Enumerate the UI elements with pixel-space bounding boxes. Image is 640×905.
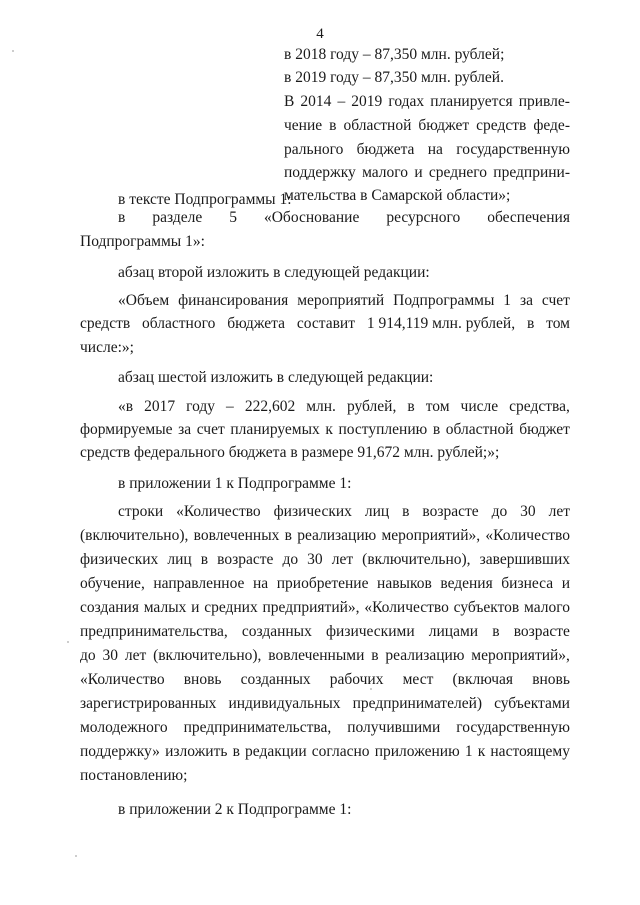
text-line: в 2019 году – 87,350 млн. рублей. [284,69,504,86]
word: планируемых [230,421,320,438]
word: «Количество [364,599,449,616]
word: вовлеченных [193,527,280,544]
word: приобретение [276,575,369,592]
text-line [80,718,570,738]
text-line: абзац шестой изложить в следующей редакции: [118,369,434,386]
word: рабочих [329,671,384,688]
word: лиц [167,551,192,568]
word: 1 [503,292,512,309]
word: направленное [153,575,245,592]
word: финансирования [178,292,289,309]
word: привле- [518,93,570,110]
word: реализацию [297,527,377,544]
word: областной [445,421,514,438]
word: возрасте [217,551,274,568]
word: бюджет [519,421,570,438]
word: завершивших [479,551,570,568]
word: (включая [452,671,514,688]
word: до [80,647,96,664]
word: чение [284,117,323,134]
word: мероприятий [297,292,385,309]
scan-speck [75,855,77,857]
word: за [178,421,192,438]
word: средств [80,315,131,332]
text-line: абзац второй изложить в следующей редакции: [118,264,430,281]
word: 30 [102,647,118,664]
word: в [329,117,337,134]
word: предпринимательства, [183,719,332,736]
word: согласно [311,743,370,760]
word: за [519,292,533,309]
word: (включительно), [153,647,262,664]
word: «Количество [80,671,165,688]
word: к [325,421,333,438]
text-line: мательства в Самарской области»; [284,187,511,204]
word: среднего [428,164,487,181]
word: Подпрограммы [393,292,495,309]
word: средства, [509,398,570,415]
word: поддержку [284,164,356,181]
word: 30 [520,503,536,520]
word: (включительно), [80,527,189,544]
text-line [118,502,570,522]
word: до [282,551,299,568]
text-line [80,420,570,440]
word: в [284,527,292,544]
page-number: 4 [316,26,324,42]
word: малых [143,599,187,616]
word: «в [118,398,134,415]
word: «Обоснование [263,209,360,226]
word: навыков [377,575,432,592]
word: предпринимателей) [352,695,483,712]
word: областного [142,315,216,332]
word: 30 [307,551,323,568]
word: феде- [533,117,570,134]
word: приложению [374,743,460,760]
word: физических [273,503,352,520]
text-line [80,314,570,334]
text-line: числе:»; [80,339,134,356]
text-line [284,116,570,136]
word: государственную [456,141,570,158]
text-line: в тексте Подпрограммы 1: [118,191,292,208]
word: вовлеченными [268,647,365,664]
scan-speck [12,50,14,52]
word: вновь [532,671,570,688]
word: бизнеса [501,575,554,592]
word: в [526,315,535,332]
word: поддержку» [80,743,160,760]
word: в [407,398,415,415]
word: строки [118,503,164,520]
text-line [80,574,570,594]
word: средств [476,117,527,134]
word: предприни- [493,164,570,181]
word: В [284,93,295,110]
word: лет [331,551,354,568]
word: субъектов [453,599,520,616]
word: молодежного [80,719,168,736]
word: бюджет [418,117,470,134]
word: и [414,164,423,181]
word: настоящему [490,743,570,760]
text-line [284,140,570,160]
word: вновь [183,671,222,688]
text-line [80,598,570,618]
word: лицами [428,623,479,640]
word: зарегистрированных [80,695,217,712]
word: редакции [245,743,307,760]
word: изложить [165,743,228,760]
text-line: средств федерального бюджета в размере 91,672 млн. рублей;»; [80,444,500,461]
word: ведения [440,575,493,592]
word: – [337,93,346,110]
word: мероприятий», [471,647,570,664]
text-line [80,742,570,762]
word: реализацию [385,647,465,664]
word: поступлению [338,421,428,438]
word: в [232,743,240,760]
word: на [253,575,269,592]
word: 2017 [144,398,176,415]
text-line [80,670,570,690]
word: млн. [306,398,336,415]
word: создания [80,599,139,616]
word: обучение, [80,575,145,592]
word: возрасте [513,623,570,640]
word: счет [541,292,570,309]
word: физических [80,551,159,568]
word: в [432,421,441,438]
word: рублей, [346,398,397,415]
word: бюджета [227,315,285,332]
word: лет [124,647,147,664]
text-line: в приложении 1 к Подпрограмме 1: [118,475,352,492]
text-line [118,397,570,417]
word: формируемые [80,421,173,438]
word: бюджета [356,141,415,158]
word: и [561,575,570,592]
word: физическими [325,623,415,640]
word: лиц [364,503,390,520]
word: мероприятий», [381,527,481,544]
word: предпринимательства, [80,623,228,640]
word: предприятий», [262,599,360,616]
text-line [80,550,570,570]
word: лет [548,503,570,520]
scan-speck [370,688,372,690]
word: возрасте [422,503,479,520]
word: малого [524,599,570,616]
word: получившими [347,719,441,736]
word: 2014 [300,93,332,110]
word: годах [388,93,425,110]
word: ресурсного [386,209,461,226]
word: в [200,551,209,568]
text-line: в 2018 году – 87,350 млн. рублей; [284,46,505,63]
word: 1 [464,743,473,760]
word: созданных [240,671,311,688]
word: 5 [229,209,237,226]
scan-speck [67,641,69,643]
word: в [492,623,500,640]
word: областной [343,117,412,134]
text-line: в приложении 2 к Подпрограмме 1: [118,801,352,818]
word: году [186,398,216,415]
word: мест [402,671,434,688]
text-line [284,92,570,112]
word: том [425,398,450,415]
word: до [491,503,508,520]
word: 1 914,119 млн. рублей, [366,315,516,332]
text-line [80,622,570,642]
word: 2019 [351,93,383,110]
word: составит [296,315,355,332]
text-line: Подпрограммы 1»: [80,233,205,250]
word: 222,602 [244,398,296,415]
text-line [284,163,570,183]
word: в [118,209,126,226]
word: и [191,599,200,616]
word: «Объем [118,292,170,309]
word: в [371,647,379,664]
word: том [546,315,570,332]
word: разделе [152,209,203,226]
word: «Количество [485,527,570,544]
text-line [80,694,570,714]
word: малого [362,164,409,181]
text-line [80,526,570,546]
word: субъектами [494,695,570,712]
word: рального [284,141,344,158]
word: числе [460,398,499,415]
word: к [477,743,486,760]
word: индивидуальных [228,695,341,712]
word: (включительно), [362,551,471,568]
word: – [226,398,234,415]
word: обеспечения [487,209,570,226]
word: созданных [241,623,312,640]
text-line: постановлению; [80,767,188,784]
text-line [118,208,570,228]
text-line [80,646,570,666]
word: «Количество [176,503,261,520]
word: планируется [430,93,513,110]
word: государственную [456,719,570,736]
word: на [427,141,443,158]
text-line [118,291,570,311]
word: средних [204,599,258,616]
word: счет [196,421,225,438]
word: в [402,503,410,520]
